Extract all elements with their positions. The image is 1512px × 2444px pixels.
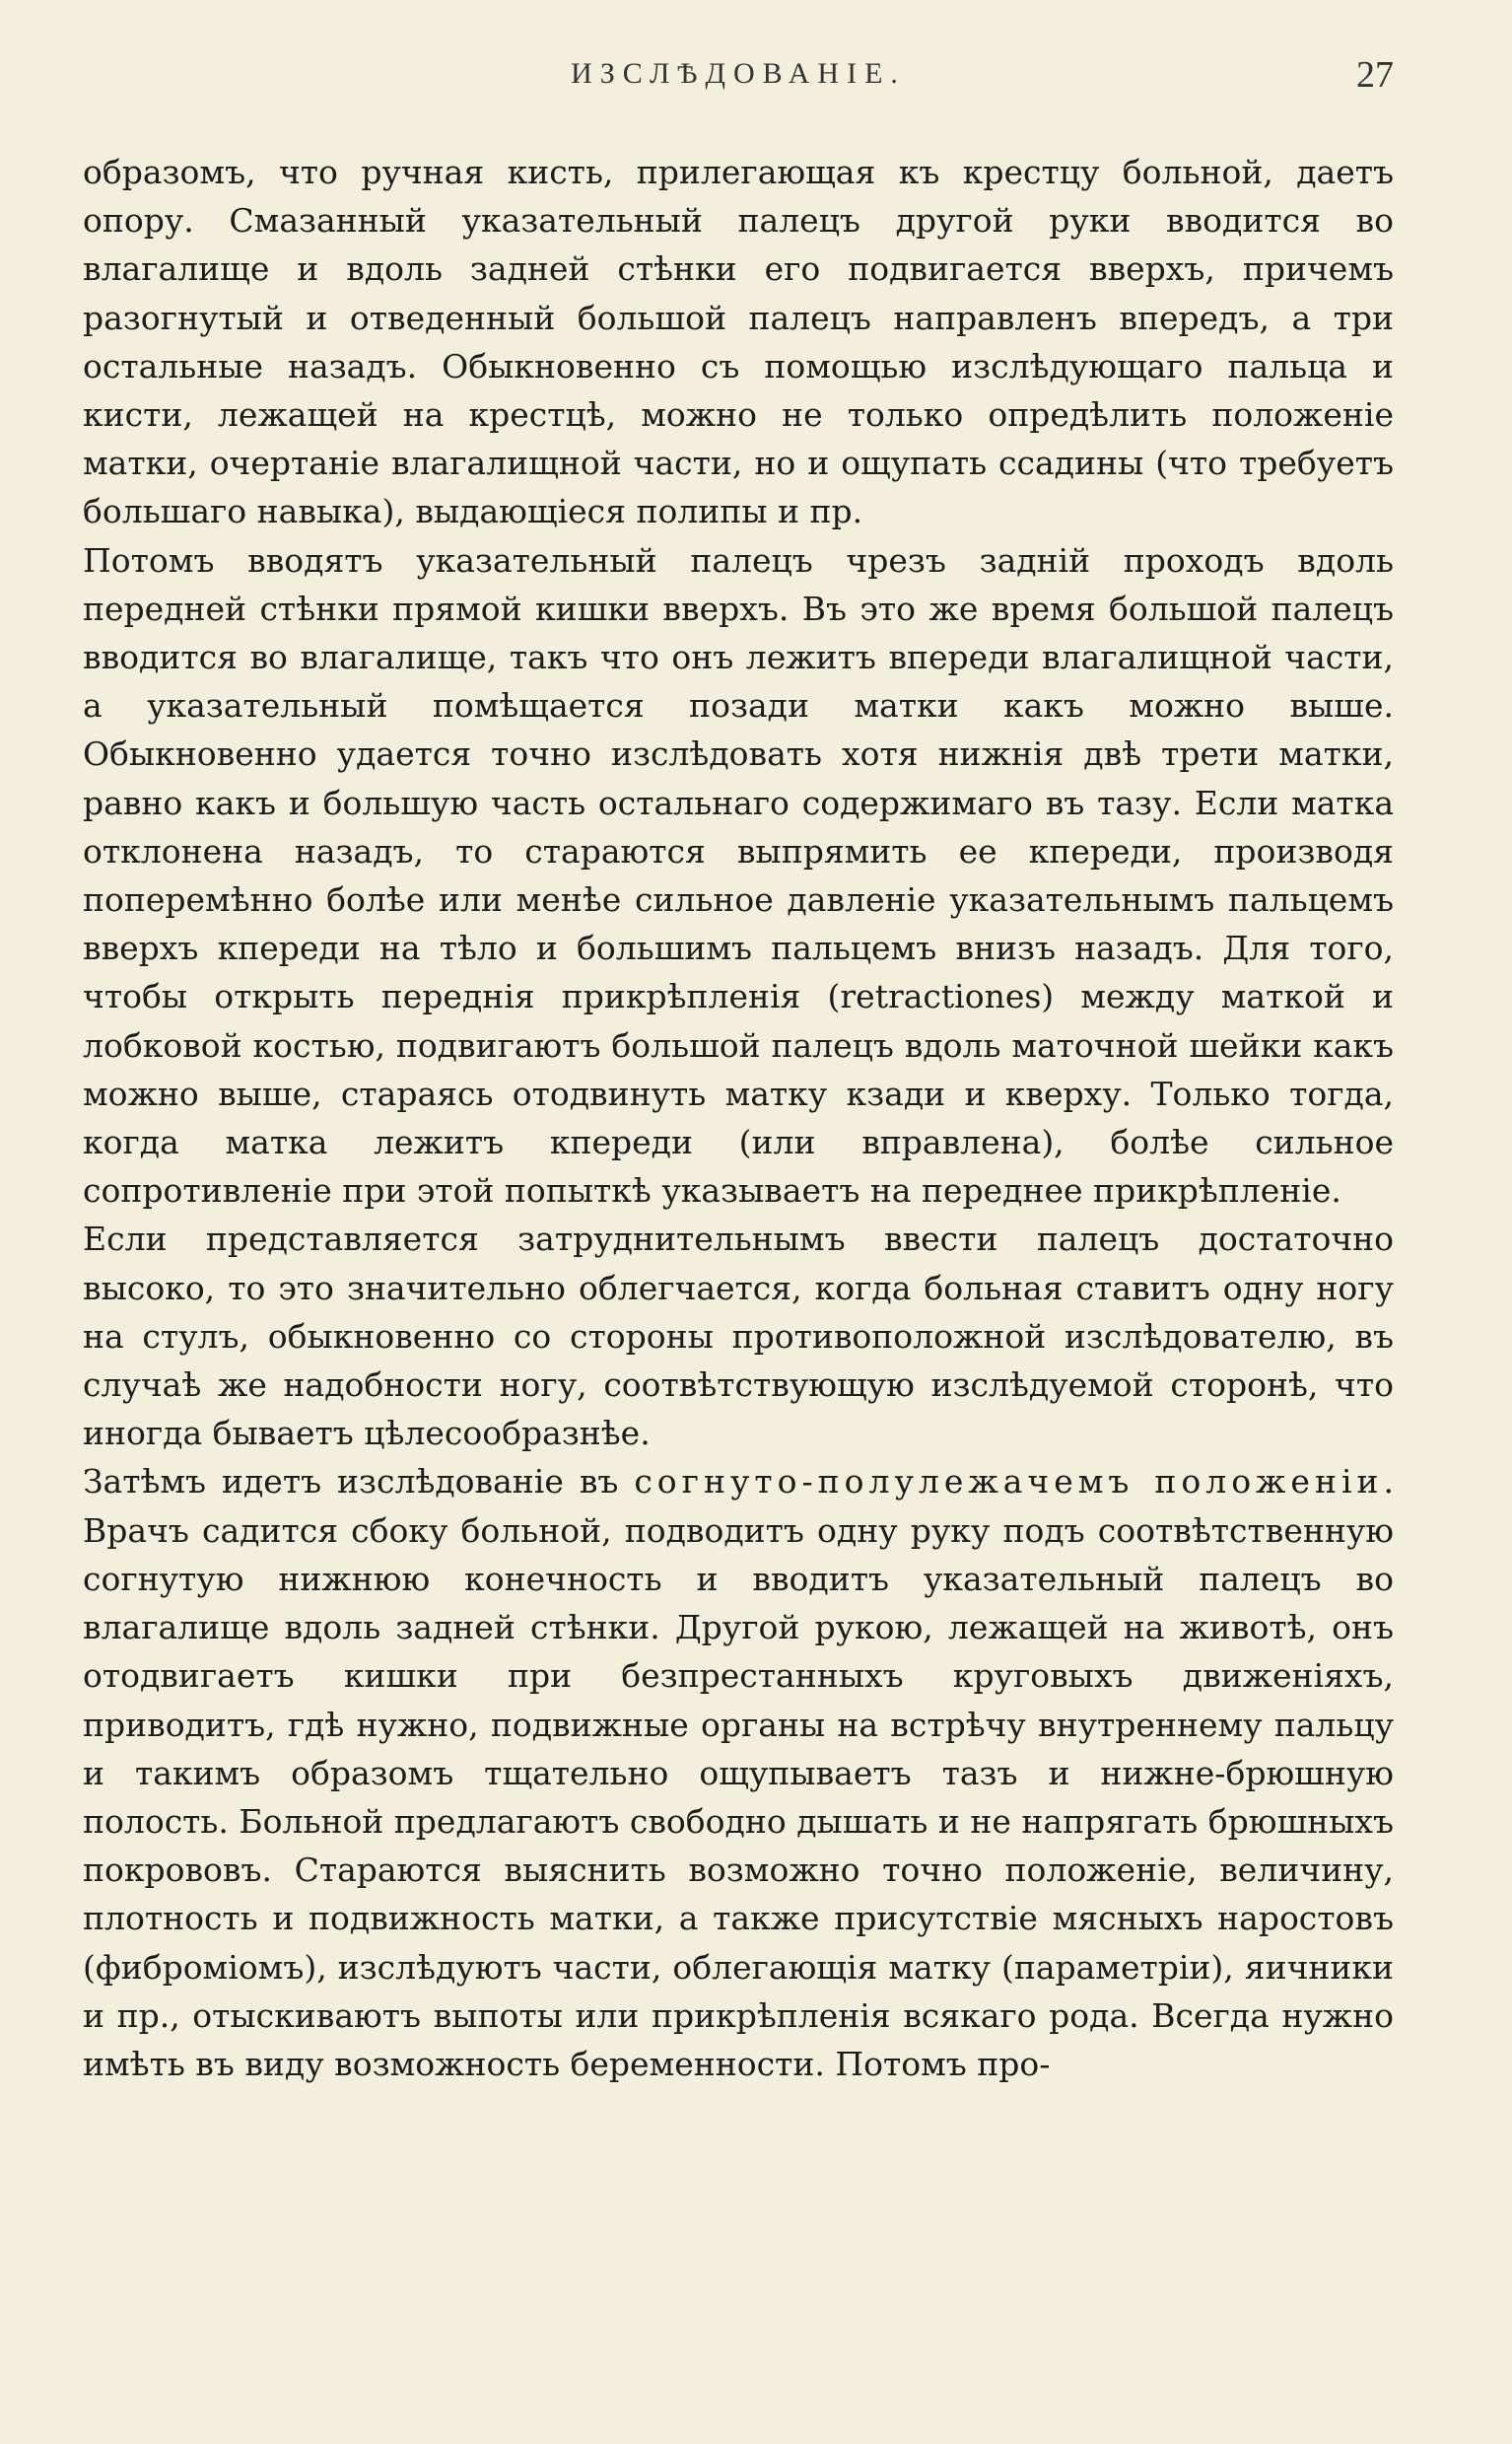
paragraph-3: Если представляется затруднительнымъ ввести палецъ достаточно высоко, то это значительно облегчается, когда больная ставитъ одну ногу на стулъ, обыкновенно со стороны противоположной изслѣдователю, въ случаѣ же надобности ногу, соотвѣтствующую изслѣдуемой сторонѣ, что иногда бываетъ цѣлесообразнѣе. [83,1220,1394,1453]
paragraph-1: образомъ, что ручная кисть, прилегающая къ крестцу больной, даетъ опору. Смазанный указательный палецъ другой руки вводится во влагалище и вдоль задней стѣнки его подвигается вверхъ, причемъ разогнутый и отведенный большой палецъ направленъ впередъ, а три остальные назадъ. Обыкновенно съ помощью изслѣдующаго пальца и кисти, лежащей на крестцѣ, можно не только опредѣлить положеніе матки, очертаніе влагалищной части, но и ощупать ссадины (что требуетъ большаго навыка), выдающіеся полипы и пр. [83,153,1394,531]
body-text [83,148,1394,2088]
spaced-emphasis: согнуто-полулежачемъ положеніи [634,1462,1384,1501]
paragraph-4 [83,1457,1394,2088]
running-head: ИЗСЛѢДОВАНІЕ. [571,57,906,90]
paragraph-4-intro: Затѣмъ идетъ изслѣдованіе въ [83,1462,635,1501]
page-header [83,54,1394,116]
paragraph-4-body: . Врачъ садится сбоку больной, подводитъ одну руку подъ соотвѣтственную согнутую нижнюю конечность и вводитъ указательный палецъ во влагалище вдоль задней стѣнки. Другой рукою, лежащей на животѣ, онъ отодвигаетъ кишки при безпрестанныхъ круговыхъ движеніяхъ, приводитъ, гдѣ нужно, подвижные органы на встрѣчу внутреннему пальцу и такимъ образомъ тщательно ощупываетъ тазъ и нижне-брюшную полость. Больной предлагаютъ свободно дышать и не напрягать брюшныхъ покрововъ. Стараются выяснить возможно точно положеніе, величину, плотность и подвижность матки, а также присутствіе мясныхъ наростовъ (фиброміомъ), изслѣдуютъ части, облегающія матку (параметріи), яичники и пр., отыскиваютъ выпоты или прикрѣпленія всякаго рода. Всегда нужно имѣть въ виду возможность беременности. Потомъ про- [83,1462,1394,2083]
page-number: 27 [1356,54,1394,96]
paragraph-2: Потомъ вводятъ указательный палецъ чрезъ заднiй проходъ вдоль передней стѣнки прямой кишки вверхъ. Въ это же время большой палецъ вводится во влагалище, такъ что онъ лежитъ впереди влагалищной части, а указательный помѣщается позади матки какъ можно выше. Обыкновенно удается точно изслѣдовать хотя нижнія двѣ трети матки, равно какъ и большую часть остальнаго содержимаго въ тазу. Если матка отклонена назадъ, то стараются выпрямить ее кпереди, производя поперемѣнно болѣе или менѣе сильное давленіе указательнымъ пальцемъ вверхъ кпереди на тѣло и большимъ пальцемъ внизъ назадъ. Для того, чтобы открыть переднія прикрѣпленія (retractiones) между маткой и лобковой костью, подвигаютъ большой палецъ вдоль маточной шейки какъ можно выше, стараясь отодвинуть матку кзади и кверху. Только тогда, когда матка лежитъ кпереди (или вправлена), болѣе сильное сопротивленіе при этой попыткѣ указываетъ на переднее прикрѣпленіе. [83,540,1394,1211]
